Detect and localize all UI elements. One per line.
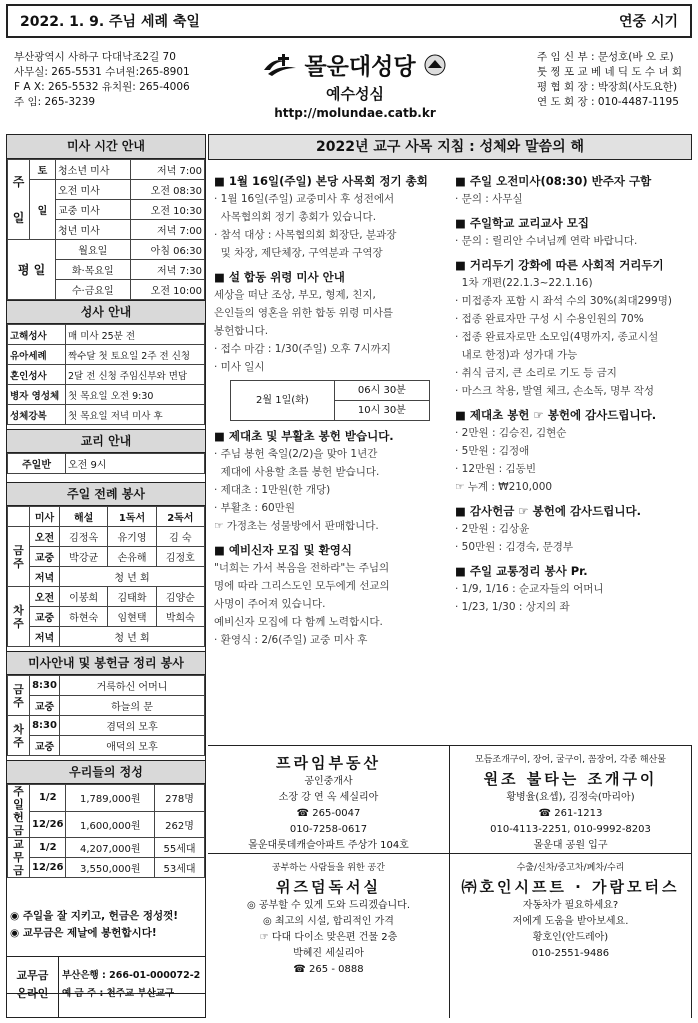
notice-text: 사목협의회 정기 총회가 있습니다.	[214, 211, 377, 223]
table-cell: 주일반	[8, 454, 66, 474]
notice-text: · 취식 금지, 큰 소리로 기도 등 금지	[455, 367, 617, 379]
parish-name: 몰운대성당	[304, 54, 416, 80]
notice-text: · 마스크 착용, 발열 체크, 손소독, 명부 작성	[455, 385, 655, 397]
mass-name: 교중 미사	[56, 200, 131, 220]
parish-title	[240, 48, 470, 120]
table-cell: 53세대	[154, 858, 204, 878]
guide-table	[7, 675, 205, 756]
notice-text: "너희는 가서 복음을 전하라"는 주님의	[214, 562, 390, 574]
notice-column-2	[455, 166, 691, 616]
table-cell: 2달 전 신청 주임신부와 면담	[66, 365, 205, 385]
sunday-label: 주 일	[8, 160, 30, 240]
table-cell: 8:30	[30, 716, 60, 736]
church-emblem-icon	[422, 54, 448, 76]
contact-line: F A X: 265-5532 유치원: 265-4006	[14, 81, 190, 93]
bank-holder: 예 금 주 : 천주교 부산교구	[62, 988, 175, 999]
ad-name: 프라임부동산	[276, 754, 381, 772]
ad-line: 저에게 도움을 받아보세요.	[512, 916, 629, 927]
table-cell: 김정옥	[60, 527, 108, 547]
table-cell: 1,600,000원	[66, 811, 155, 838]
mass-title: 미사 시간 안내	[7, 135, 205, 159]
doc-title: 교리 안내	[7, 429, 205, 453]
ad-box	[208, 745, 450, 853]
officer-line: 연 도 회 장 : 010-4487-1195	[537, 96, 679, 108]
ad-tagline: 수출/신차/중고차/폐차/수리	[516, 863, 625, 873]
parish-logo-icon	[262, 52, 298, 78]
contact-info	[14, 50, 190, 110]
notice-text: · 문의 : 릴리안 수녀님께 연락 바랍니다.	[455, 235, 638, 247]
notice-text: · 제대초 : 1만원(한 개당)	[214, 484, 331, 496]
notice-heading: ■ 설 합동 위령 미사 안내	[214, 270, 345, 284]
table-cell: 고해성사	[8, 325, 66, 345]
notice-text: · 미사 일시	[214, 361, 265, 373]
table-cell: 박강균	[60, 547, 108, 567]
notice-text: · 접종 완료자만 구성 시 수용인원의 70%	[455, 313, 644, 325]
ad-line: ◎ 최고의 시설, 합리적인 가격	[263, 916, 394, 927]
notice-text: ☞ 가정초는 성물방에서 판매합니다.	[214, 520, 379, 532]
note-line: ◉ 주일을 잘 지키고, 헌금은 정성껏!	[10, 910, 179, 922]
contact-line: 주 임: 265-3239	[14, 96, 96, 108]
money-title: 우리들의 정성	[7, 760, 205, 784]
table-cell	[8, 507, 30, 527]
table-cell: 첫 목요일 오전 9:30	[66, 385, 205, 405]
ad-line: 자동차가 필요하세요?	[522, 900, 619, 911]
parish-url[interactable]: http://molundae.catb.kr	[274, 106, 436, 120]
notice-heading: ■ 주일 오전미사(08:30) 반주자 구함	[455, 174, 652, 188]
ad-line: ☞ 다대 다이소 맞은편 건물 2층	[259, 932, 398, 943]
table-cell: 1/2	[30, 785, 66, 812]
memorial-mass-table	[230, 380, 430, 421]
notice-text: · 문의 : 사무실	[455, 193, 523, 205]
money-table	[7, 784, 205, 878]
table-cell: 병자 영성체	[8, 385, 66, 405]
parish-subtitle: 예수성심	[326, 85, 384, 103]
note-line: ◉ 교무금은 제날에 봉헌합시다!	[10, 927, 157, 939]
notice-column-1	[214, 166, 450, 649]
table-cell: 교중	[30, 696, 60, 716]
sun-label: 일	[30, 180, 56, 240]
mass-time: 오전 08:30	[130, 180, 204, 200]
table-cell: 오전	[30, 587, 60, 607]
ad-line: 010-4113-2251, 010-9992-8203	[490, 824, 651, 835]
table-cell: 3,550,000원	[66, 858, 155, 878]
notice-heading: ■ 감사헌금 ☞ 봉헌에 감사드립니다.	[455, 504, 641, 518]
table-cell: 12/26	[30, 811, 66, 838]
table-cell: 해설	[60, 507, 108, 527]
ad-line: 소장 강 연 옥 세실리아	[278, 792, 379, 803]
table-cell: 12/26	[30, 858, 66, 878]
notice-text: 예비신자 모집에 다 함께 노력합시다.	[214, 616, 383, 628]
notice-text: · 미접종자 포함 시 좌석 수의 30%(최대299명)	[455, 295, 672, 307]
ad-line: 010-2551-9486	[531, 948, 610, 959]
table-cell: 유아세례	[8, 345, 66, 365]
table-cell: 2독서	[156, 507, 204, 527]
mass-table	[7, 159, 205, 300]
header	[6, 42, 692, 132]
ad-line: 몰운대 공원 입구	[533, 840, 608, 851]
contact-line: 부산광역시 사하구 다대낙조2길 70	[14, 51, 176, 63]
table-cell: 김양순	[156, 587, 204, 607]
pastoral-banner: 2022년 교구 사목 지침 : 성체와 말씀의 해	[208, 134, 692, 160]
table-cell: 임현택	[108, 607, 156, 627]
mass-time: 10시 30분	[334, 401, 429, 421]
notice-text: 명에 따라 그리스도인 모두에게 선교의	[214, 580, 390, 592]
notice-text: · 접수 마감 : 1/30(주일) 오후 7시까지	[214, 343, 391, 355]
contact-line: 사무실: 265-5531 수녀원:265-8901	[14, 66, 190, 78]
notice-text: · 2만원 : 김승진, 김현순	[455, 427, 567, 439]
ad-line: ◎ 공부할 수 있게 도와 드리겠습니다.	[246, 900, 411, 911]
bulletin-date: 2022. 1. 9. 주님 세례 축일	[20, 14, 200, 30]
table-cell: 미사	[30, 507, 60, 527]
table-cell: 혼인성사	[8, 365, 66, 385]
officers-info	[537, 50, 682, 110]
table-cell: 오전 9시	[66, 454, 205, 474]
notice-text: ☞ 누계 : ₩210,000	[455, 481, 553, 493]
mass-name: 수·금요일	[56, 280, 131, 300]
ad-box	[450, 853, 692, 1018]
notice-text: · 2만원 : 김상윤	[455, 523, 530, 535]
notice-text: · 부활초 : 60만원	[214, 502, 295, 514]
weekday-label: 평 일	[8, 240, 56, 300]
season: 연중 시기	[619, 14, 678, 30]
notice-heading: ■ 거리두기 강화에 따른 사회적 거리두기	[455, 258, 664, 272]
notes	[10, 908, 178, 942]
table-cell: 거룩하신 어머니	[60, 676, 205, 696]
ad-line: 010-7258-0617	[289, 824, 368, 835]
table-cell: 저녁	[30, 567, 60, 587]
ad-box	[450, 745, 692, 853]
group-label: 금주	[8, 527, 30, 587]
table-cell: 하늘의 문	[60, 696, 205, 716]
notice-text: 제대에 사용할 초를 봉헌 받습니다.	[214, 466, 380, 478]
mass-time: 저녁 7:00	[130, 220, 204, 240]
table-cell: 김 숙	[156, 527, 204, 547]
ad-line: 황병율(요셉), 김정숙(마리아)	[506, 792, 635, 803]
notice-heading: ■ 1월 16일(주일) 본당 사목회 정기 총회	[214, 174, 428, 188]
notice-text: · 5만원 : 김정애	[455, 445, 530, 457]
bank-account: 부산은행 : 266-01-000072-2	[62, 970, 201, 981]
table-cell: 교중	[30, 736, 60, 756]
table-cell: 262명	[154, 811, 204, 838]
notice-text: 사명이 주어져 있습니다.	[214, 598, 326, 610]
mass-time: 06시 30분	[334, 381, 429, 401]
sacrament-table	[7, 324, 205, 425]
table-cell: 1,789,000원	[66, 785, 155, 812]
ad-box	[208, 853, 450, 1018]
mass-name: 월요일	[56, 240, 131, 260]
ad-tagline: 공부하는 사람들을 위한 공간	[272, 863, 385, 873]
notice-text: · 12만원 : 김동빈	[455, 463, 536, 475]
group-label: 주일헌금	[8, 785, 30, 838]
table-cell: 애덕의 모후	[60, 736, 205, 756]
notice-text: · 접종 완료자로만 소모임(4명까지, 종교시설	[455, 331, 659, 343]
sacr-title: 성사 안내	[7, 300, 205, 324]
table-cell: 1/2	[30, 838, 66, 858]
table-cell: 청 년 회	[60, 567, 205, 587]
notice-text: 및 차장, 제단체장, 구역분과 구역장	[214, 247, 383, 259]
notice-text: 은인들의 영혼을 위한 합동 위령 미사를	[214, 307, 393, 319]
notice-heading: ■ 제대초 봉헌 ☞ 봉헌에 감사드립니다.	[455, 408, 657, 422]
mass-time: 오전 10:00	[130, 280, 204, 300]
group-label: 차주	[8, 587, 30, 647]
mass-name: 오전 미사	[56, 180, 131, 200]
table-cell: 하현숙	[60, 607, 108, 627]
table-cell: 오전	[30, 527, 60, 547]
table-cell: 짝수달 첫 토요일 2주 전 신청	[66, 345, 205, 365]
ad-line: 황호인(안드레아)	[532, 932, 609, 943]
notice-text: 내로 한정)과 성가대 가능	[455, 349, 578, 361]
notice-text: · 주님 봉헌 축일(2/2)을 맞아 1년간	[214, 448, 378, 460]
notice-heading: ■ 주일학교 교리교사 모집	[455, 216, 589, 230]
table-cell: 성체강복	[8, 405, 66, 425]
ad-name: ㈜호인시프트 · 가람모터스	[461, 878, 680, 896]
left-column	[6, 134, 206, 994]
mass-name: 청년 미사	[56, 220, 131, 240]
table-cell: 겸덕의 모후	[60, 716, 205, 736]
table-cell: 손유해	[108, 547, 156, 567]
mass-time: 저녁 7:00	[130, 160, 204, 180]
mass-date: 2월 1일(화)	[231, 381, 335, 421]
ad-line: 몰운대롯데캐슬아파트 주상가 104호	[248, 840, 409, 851]
serve-title: 주일 전례 봉사	[7, 482, 205, 506]
table-cell: 저녁	[30, 627, 60, 647]
notice-heading: ■ 제대초 및 부활초 봉헌 받습니다.	[214, 429, 394, 443]
notice-text: · 1/23, 1/30 : 상지의 좌	[455, 601, 570, 613]
serve-table	[7, 506, 205, 647]
notice-text: 세상을 떠난 조상, 부모, 형제, 친지,	[214, 289, 376, 301]
ad-line: ☎ 265 - 0888	[293, 964, 364, 975]
notice-text: · 50만원 : 김경숙, 문경부	[455, 541, 574, 553]
table-cell: 청 년 회	[60, 627, 205, 647]
ad-name: 위즈덤독서실	[276, 878, 381, 896]
table-cell: 이봉희	[60, 587, 108, 607]
table-cell: 김태화	[108, 587, 156, 607]
ad-line: 공인중개사	[304, 776, 353, 787]
notice-text: · 1월 16일(주일) 교중미사 후 성전에서	[214, 193, 395, 205]
table-cell: 매 미사 25분 전	[66, 325, 205, 345]
notice-text: · 참석 대상 : 사목협의회 회장단, 분과장	[214, 229, 397, 241]
table-cell: 1독서	[108, 507, 156, 527]
doctrine-table	[7, 453, 205, 474]
top-bar	[6, 4, 692, 38]
table-cell: 유기영	[108, 527, 156, 547]
mass-time: 아침 06:30	[130, 240, 204, 260]
table-cell: 55세대	[154, 838, 204, 858]
group-label: 금주	[8, 676, 30, 716]
ad-line: 박혜진 세실리아	[293, 948, 364, 959]
group-label: 교무금	[8, 838, 30, 878]
bank-box	[6, 956, 206, 1018]
table-cell: 교중	[30, 547, 60, 567]
table-cell: 교중	[30, 607, 60, 627]
table-cell: 4,207,000원	[66, 838, 155, 858]
table-cell: 김정호	[156, 547, 204, 567]
bank-label: 온라인	[16, 987, 49, 1000]
notice-text: 봉헌합니다.	[214, 325, 269, 337]
notice-heading: ■ 예비신자 모집 및 환영식	[214, 543, 352, 557]
notice-heading: ■ 주일 교통정리 봉사 Pr.	[455, 564, 588, 578]
ad-line: ☎ 261-1213	[538, 808, 603, 819]
notice-text: · 1/9, 1/16 : 순교자들의 어머니	[455, 583, 604, 595]
ad-tagline: 모듬조개구이, 장어, 굴구이, 꼼장어, 각종 해산물	[475, 755, 666, 765]
guide-title: 미사안내 및 봉헌금 정리 봉사	[7, 651, 205, 675]
table-cell: 8:30	[30, 676, 60, 696]
sat-label: 토	[30, 160, 56, 180]
group-label: 차주	[8, 716, 30, 756]
officer-line: 주 임 신 부 : 문성호(바 오 로)	[537, 51, 674, 63]
officer-line: 툿 찡 포 교 베 네 딕 도 수 녀 회	[537, 66, 682, 78]
bank-label: 교무금	[16, 969, 49, 982]
ad-name: 원조 불타는 조개구이	[483, 770, 658, 788]
table-cell: 박희숙	[156, 607, 204, 627]
mass-time: 오전 10:30	[130, 200, 204, 220]
officer-line: 평 협 회 장 : 박장희(사도요한)	[537, 81, 678, 93]
notice-text: 1차 개편(22.1.3~22.1.16)	[455, 277, 593, 289]
mass-time: 저녁 7:30	[130, 260, 204, 280]
table-cell: 첫 목요일 저녁 미사 후	[66, 405, 205, 425]
mass-name: 청소년 미사	[56, 160, 131, 180]
ad-line: ☎ 265-0047	[296, 808, 361, 819]
mass-name: 화·목요일	[56, 260, 131, 280]
notice-text: · 환영식 : 2/6(주일) 교중 미사 후	[214, 634, 368, 646]
table-cell: 278명	[154, 785, 204, 812]
